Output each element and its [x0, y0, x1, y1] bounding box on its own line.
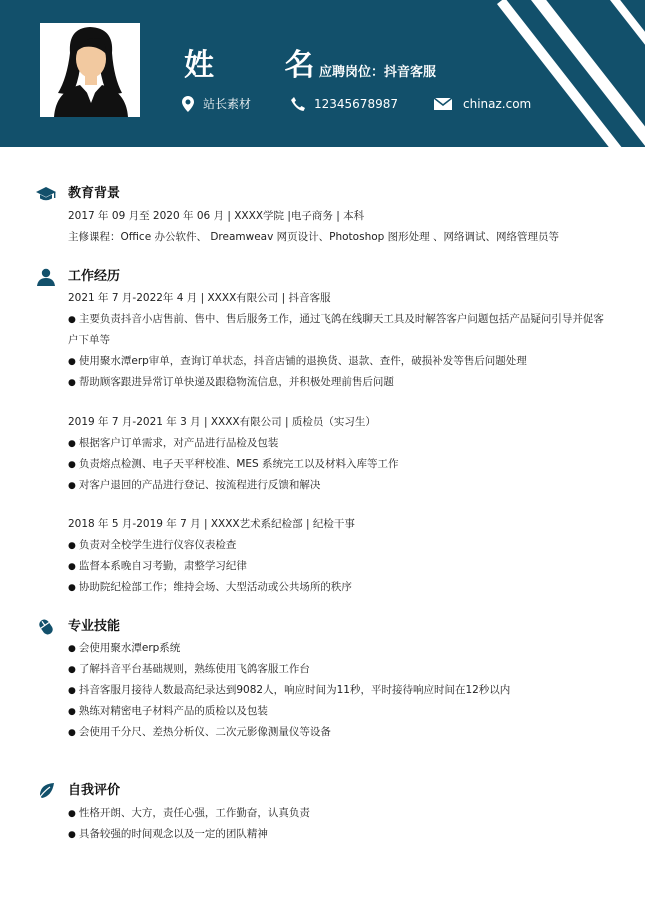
- leaf-icon: [36, 782, 56, 800]
- location-pin-icon: [182, 96, 194, 112]
- header-banner: [0, 0, 645, 147]
- candidate-name: 姓 名: [184, 48, 345, 83]
- job-header: 2018 年 5 月-2019 年 7 月 | XXXX艺术系纪检部 | 纪检干事: [68, 518, 355, 530]
- contact-location: [182, 95, 251, 113]
- email-text: chinaz.com: [463, 97, 532, 111]
- envelope-icon: [434, 98, 452, 110]
- phone-text: 12345678987: [314, 97, 398, 111]
- list-item: ● 帮助顾客跟进异常订单快递及跟稳物流信息，并积极处理前售后问题: [68, 374, 394, 391]
- list-item: ● 使用聚水潭erp审单，查询订单状态，抖音店铺的退换货、退款、查件，破损补发等售后问题处理: [68, 353, 527, 370]
- list-item: ● 了解抖音平台基础规则，熟练使用飞鸽客服工作台: [68, 661, 310, 678]
- list-item: ● 具备较强的时间观念以及一定的团队精神: [68, 826, 268, 843]
- list-item: ● 会使用聚水潭erp系统: [68, 640, 180, 657]
- list-item: ● 协助院纪检部工作；维持会场、大型活动或公共场所的秩序: [68, 579, 352, 596]
- education-line: 2017 年 09 月至 2020 年 06 月 | XXXX学院 |电子商务 | 本科: [68, 210, 365, 222]
- job-header: 2021 年 7 月-2022年 4 月 | XXXX有限公司 | 抖音客服: [68, 292, 331, 304]
- contact-email: [434, 95, 531, 113]
- work-title: 工作经历: [68, 269, 121, 284]
- list-item: ● 抖音客服月接待人数最高纪录达到9082人，响应时间为11秒，平时接待响应时间在12秒以内: [68, 682, 510, 699]
- list-item: ● 负责对全校学生进行仪容仪表检查: [68, 537, 236, 554]
- location-text: 站长素材: [203, 97, 252, 111]
- mouse-icon: [36, 618, 56, 636]
- avatar: [40, 23, 140, 117]
- list-item: ● 性格开朗、大方，责任心强，工作勤奋，认真负责: [68, 805, 310, 822]
- job-header: 2019 年 7 月-2021 年 3 月 | XXXX有限公司 | 质检员（实习生）: [68, 416, 376, 428]
- list-item: ● 熟练对精密电子材料产品的质检以及包装: [68, 703, 268, 720]
- list-item: ● 会使用千分尺、差热分析仪、二次元影像测量仪等设备: [68, 724, 331, 741]
- education-line: 主修课程：Office 办公软件、 Dreamweav 网页设计、Photoshop 图形处理 、网络调试、网络管理员等: [68, 231, 559, 243]
- skills-title: 专业技能: [68, 619, 121, 634]
- graduation-cap-icon: [36, 185, 56, 203]
- decorative-stripe: [497, 0, 645, 147]
- list-item: ● 对客户退回的产品进行登记、按流程进行反馈和解决: [68, 477, 320, 494]
- phone-icon: [291, 97, 305, 111]
- job-position: 应聘岗位：抖音客服: [319, 65, 437, 80]
- self-section-header: [36, 782, 120, 800]
- skills-section-header: [36, 618, 120, 636]
- list-item: ● 根据客户订单需求，对产品进行品检及包装: [68, 435, 278, 452]
- work-section-header: [36, 268, 120, 286]
- education-section-header: [36, 185, 120, 203]
- person-icon: [36, 268, 56, 286]
- list-item: ● 监督本系晚自习考勤，肃整学习纪律: [68, 558, 247, 575]
- contact-phone: [291, 95, 398, 113]
- education-title: 教育背景: [68, 186, 121, 201]
- self-title: 自我评价: [68, 783, 121, 798]
- list-item: ● 主要负责抖音小店售前、售中、售后服务工作，通过飞鸽在线聊天工具及时解答客户问题包括产品疑问引导并促客户下单等: [68, 309, 608, 350]
- list-item: ● 负责熔点检测、电子天平秤校准、MES 系统完工以及材料入库等工作: [68, 456, 399, 473]
